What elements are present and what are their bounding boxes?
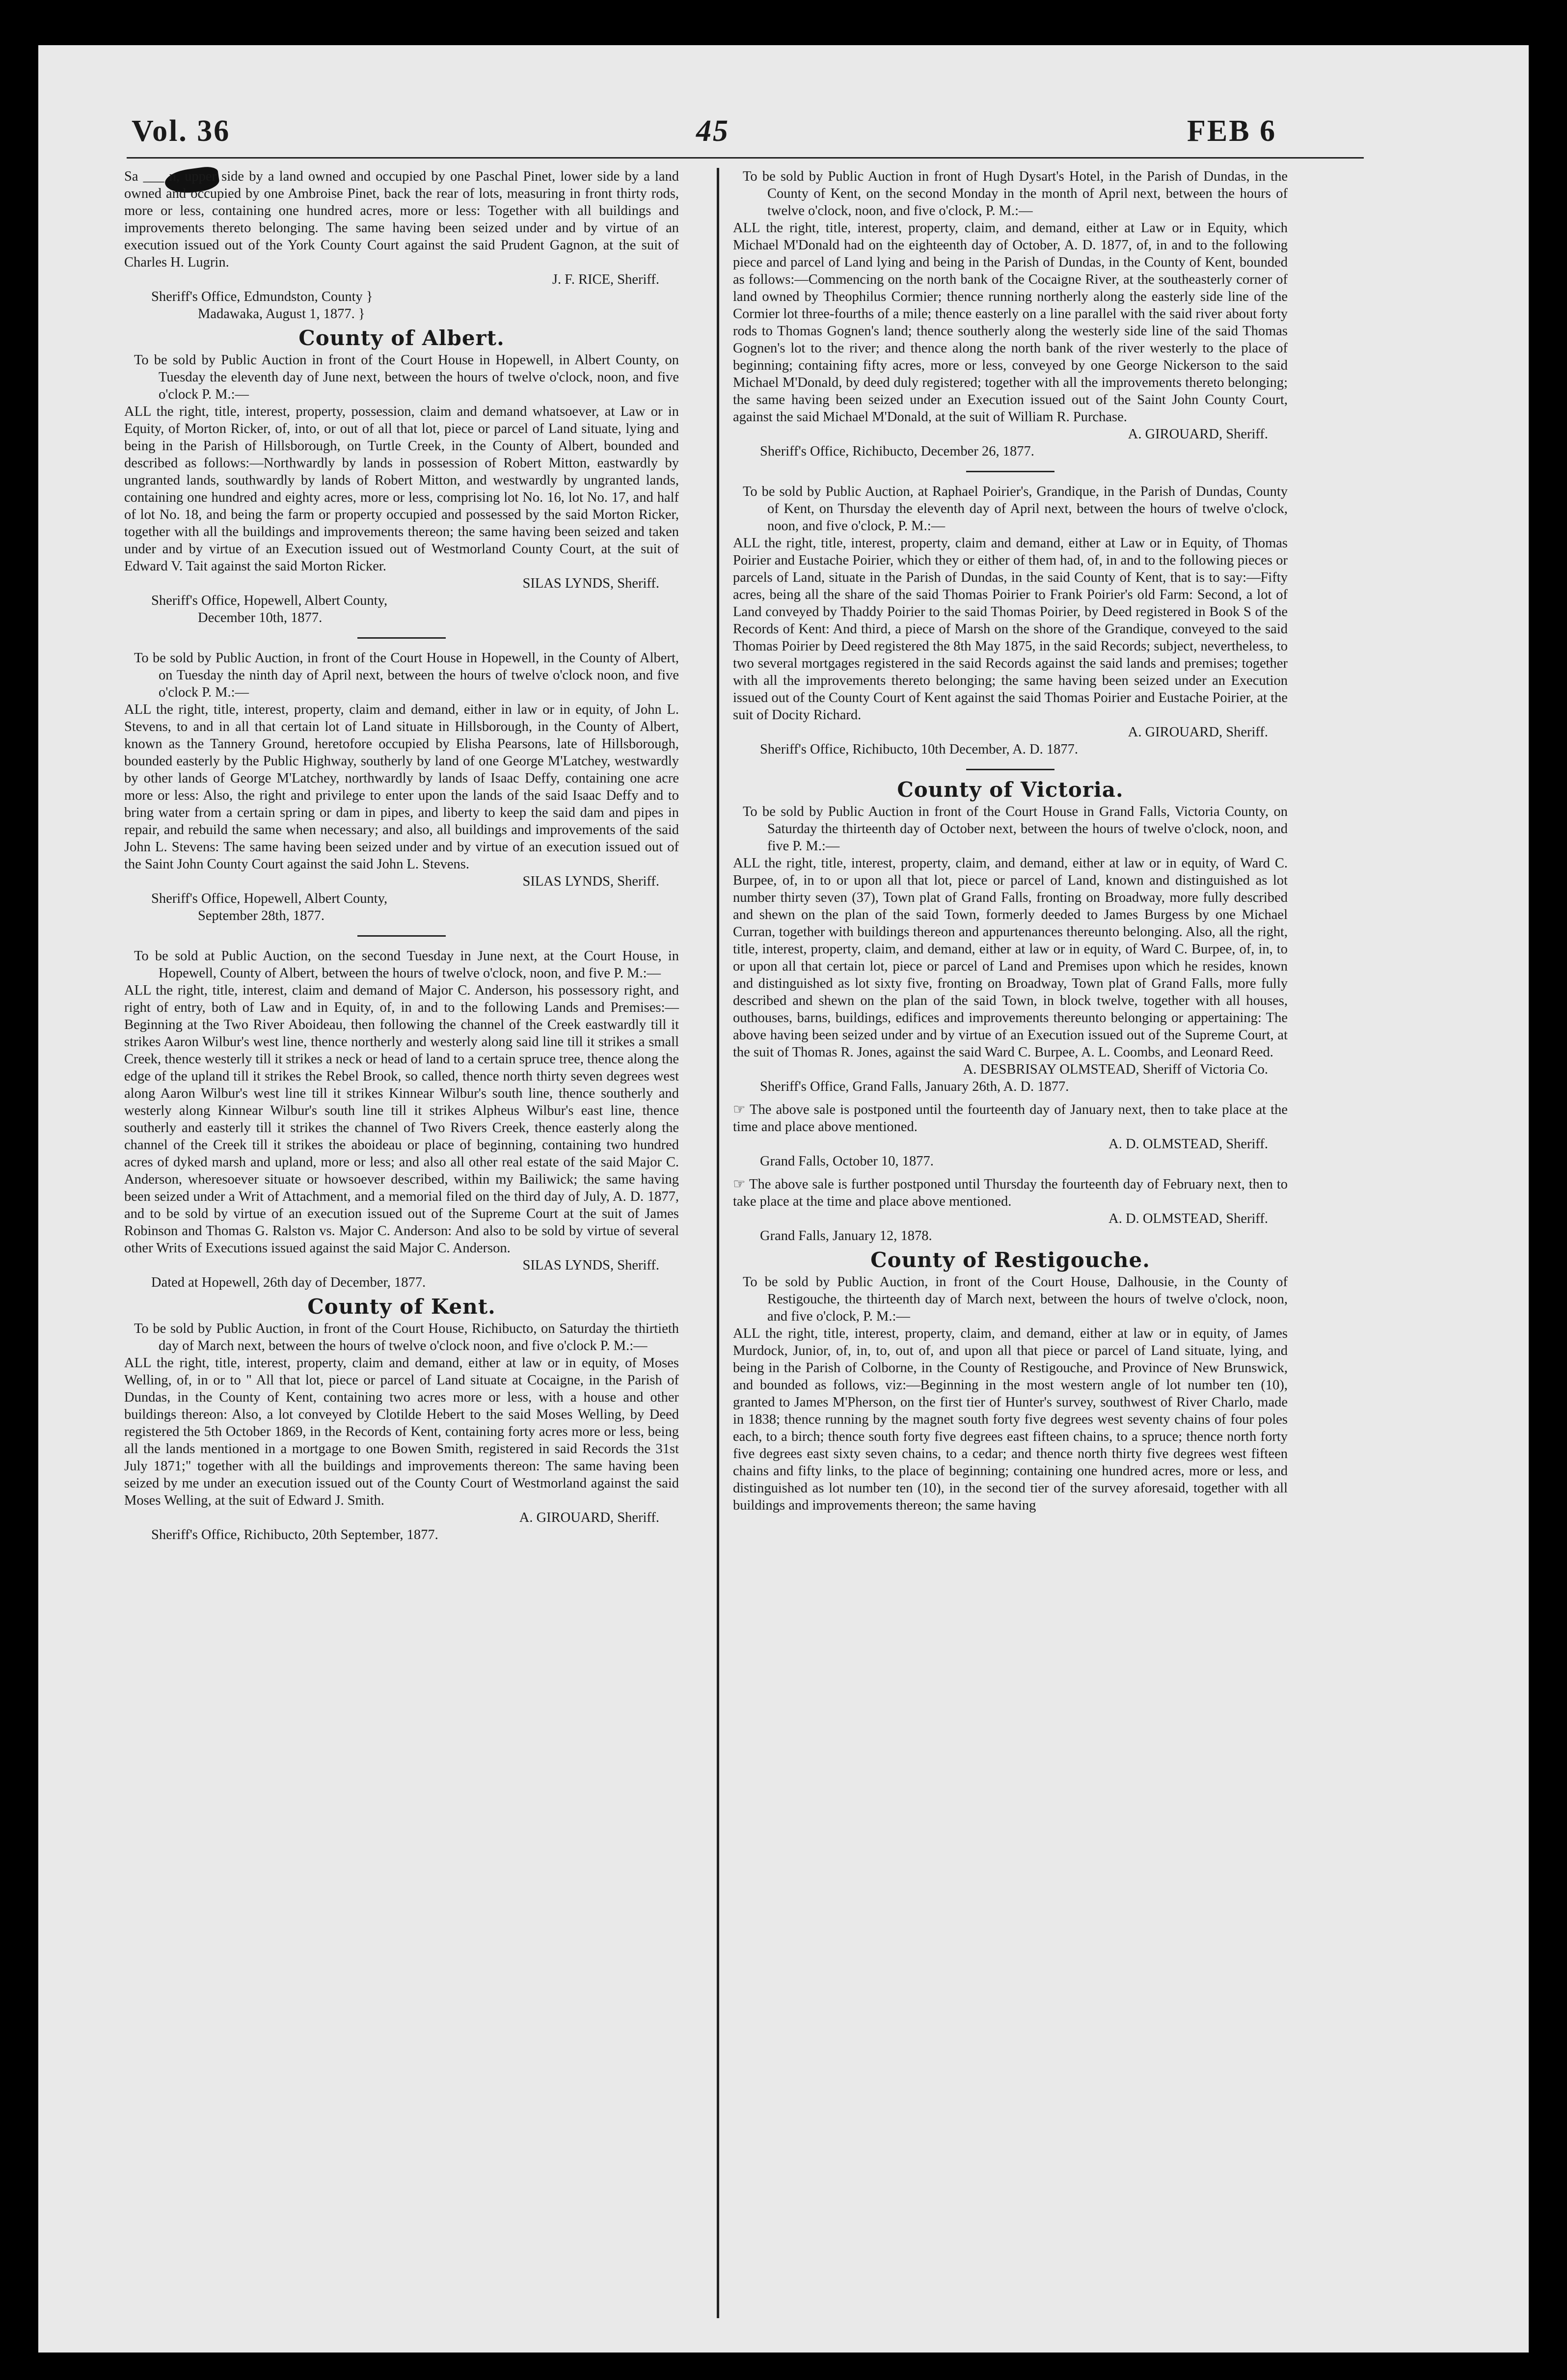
notice-body: ALL the right, title, interest, claim and demand of Major C. Anderson, his possessory right, and right of entry, both of Law and in Equity, of, in and to the following Lands and Premises:—Beginning at the Two River Aboideau, then following the channel of the Creek eastwardly till it strikes Aaron Wilbur's west line, thence northerly and westerly along said line till it strikes a small Creek, thence westerly till it strikes a neck or head of land to a certain spruce tree, thence along the edge of the upland till it strikes the Rebel Brook, so called, thence north thirty seven degrees west along Aaron Wilbur's west line till it strikes Kinnear Wilbur's south line, thence southerly and westerly along Kinnear Wilbur's south line till it strikes Alpheus Wilbur's east line, thence southerly and easterly till it strikes the channel of Two Rivers Creek, thence easterly along the channel of the Creek till it strikes the aboideau or place of beginning, containing two hundred acres of dyked marsh and upland, more or less; and also all other real estate of the said Major C. Anderson, wheresoever situate or howsoever described, within my Bailiwick; the same having been seized under a Writ of Attachment, and a memorial filed on the third day of July, A. D. 1877, and to be sold by virtue of an execution issued out of the Supreme Court at the suit of James Robinson and Thomas G. Ralston vs. Major C. Anderson: And also to be sold by virtue of several other Writs of Executions issued against the said Major C. Anderson. — [124, 983, 679, 1256]
sheriff-signature: SILAS LYNDS, Sheriff. — [522, 576, 659, 591]
issue-date: FEB 6 — [1187, 114, 1277, 148]
divider — [357, 637, 446, 639]
county-albert-heading: County of Albert. — [298, 326, 505, 350]
notice-lead: To be sold by Public Auction in front of the Court House in Grand Falls, Victoria County, on Saturday the thirteenth day of October next, between the hours of twelve o'clock, noon, and five P. M.:— — [743, 804, 1288, 854]
notice-body: ALL the right, title, interest, property, claim and demand, either at law or in equity, of Moses Welling, of, in or to " All that lot, piece or parcel of Land situate at Cocaigne, in the Parish of Dundas, in the County of Kent, containing two acres more or less, with a house and other buildings thereon: Also, a lot conveyed by Clotilde Hebert to the said Moses Welling, by Deed registered the 5th October 1869, in the Records of Kent, containing forty acres more or less, being all the lands mentioned in a mortgage to one Bowen Smith, registered in said Records the 31st July 1871;" together with all the buildings and improvements thereon: The same having been seized by me under an execution issued out of the County Court of Westmorland against the said Moses Welling, at the suit of Edward J. Smith. — [124, 1355, 679, 1508]
sheriff-signature: A. GIROUARD, Sheriff. — [1128, 725, 1268, 740]
notice-burpee — [733, 803, 1288, 1244]
dated-line: Dated at Hopewell, 26th day of December, 1877. — [151, 1275, 426, 1290]
notice-poirier — [733, 483, 1288, 758]
header-rule — [127, 157, 1364, 159]
office-date: Madawaka, August 1, 1877. } — [198, 306, 365, 322]
spacer — [733, 1095, 1288, 1101]
county-victoria-heading: County of Victoria. — [897, 778, 1124, 802]
notice-murdock — [733, 1273, 1288, 1514]
divider — [966, 769, 1054, 770]
postponement-notice: ☞ The above sale is further postponed until Thursday the fourteenth day of February next, then to take place at the time and place above mentioned. — [733, 1177, 1288, 1209]
office-line: Sheriff's Office, Richibucto, December 26, 1877. — [760, 444, 1034, 459]
notice-anderson — [124, 947, 679, 1291]
newspaper-page — [38, 45, 1529, 2353]
notice-body: ALL the right, title, interest, property, claim and demand, either at Law or in Equity, of Thomas Poirier and Eustache Poirier, which they or either of them had, of, in and to the following pieces or parcels of Land, situate in the Parish of Dundas, in the said County of Kent, that is to say:—Fifty acres, being all the share of the said Thomas Poirier to Frank Poirier's old Farm: Second, a lot of Land conveyed by Thaddy Poirier to the said Thomas Poirier, by Deed registered in Book S of the Records of Kent: And third, a piece of Marsh on the shore of the Grandique, conveyed to the said Thomas Poirier by Deed registered the 8th May 1875, in the said Records; subject, nevertheless, to two several mortgages registered in the said Records against the said lands and premises; together with all the improvements thereto belonging; the same having been seized under an Execution issued out of the County Court of Kent against the said Thomas Poirier and Eustache Poirier, at the suit of Docity Richard. — [733, 536, 1288, 723]
office-date: September 28th, 1877. — [198, 908, 325, 923]
page-number: 45 — [696, 114, 729, 148]
divider — [966, 471, 1054, 472]
office-line: Sheriff's Office, Hopewell, Albert County, — [151, 593, 388, 608]
notice-lead: To be sold by Public Auction in front of Hugh Dysart's Hotel, in the Parish of Dundas, in the County of Kent, on the second Monday in the month of April next, between the hours of twelve o'clock, noon, and five o'clock, P. M.:— — [743, 169, 1288, 218]
sheriff-signature: A. GIROUARD, Sheriff. — [519, 1510, 659, 1525]
notice-lead: To be sold by Public Auction, at Raphael Poirier's, Grandique, in the Parish of Dundas, County of Kent, on Thursday the eleventh day of April next, between the hours of twelve o'clock, noon, and five o'clock, P. M.:— — [743, 484, 1288, 534]
notice-body: ALL the right, title, interest, property, possession, claim and demand whatsoever, at Law or in Equity, of Morton Ricker, of, into, or out of all that lot, piece or parcel of Land situate, lying and being in the Parish of Hillsborough, on Turtle Creek, in the County of Albert, bounded and described as follows:—Northwardly by lands in possession of Robert Mitton, eastwardly by ungranted lands, southwardly by lands of Robert Mitton, and westwardly by ungranted lands, containing one hundred and eighty acres, more or less, comprising lot No. 16, lot No. 17, and half of lot No. 18, and being the farm or property occupied and possessed by the said Morton Ricker, together with all the buildings and improvements thereon; the same having been seized and taken under and by virtue of an Execution issued out of Westmorland County Court, at the suit of Edward V. Tait against the said Morton Ricker. — [124, 404, 679, 574]
left-column — [124, 168, 679, 1543]
notice-lead: To be sold at Public Auction, on the second Tuesday in June next, at the Court House, in Hopewell, County of Albert, between the hours of twelve o'clock, noon, and five P. M.:— — [134, 948, 679, 981]
notice-lead: To be sold by Public Auction, in front of the Court House in Hopewell, in the County of Albert, on Tuesday the ninth day of April next, between the hours of twelve o'clock noon, and five o'clock P. M.:— — [134, 650, 679, 700]
notice-body: ALL the right, title, interest, property, claim, and demand, either at Law or in Equity, which Michael M'Donald had on the eighteenth day of October, A. D. 1877, of, in and to the following piece and parcel of Land lying and being in the Parish of Dundas, in the County of Kent, bounded as follows:—Commencing on the north bank of the Cocaigne River, at the southeasterly corner of land owned by Theophilus Cormier; thence running northerly along the easterly side line of the Cormier lot three-fourths of a mile; thence easterly on a line parallel with the said river about forty rods to Thomas Gognen's land; thence southerly along the westerly side line of the said Thomas Gognen's lot to the river; and thence along the north bank of the river westerly to the place of beginning; containing fifty acres, more or less, conveyed by one George Nickerson to the said Michael M'Donald, by deed duly registered; together with all the improvements thereto belonging; the same having been seized under an Execution issued out of the Saint John County Court, against the said Michael M'Donald, at the suit of William R. Purchase. — [733, 220, 1288, 425]
sheriff-signature: A. D. OLMSTEAD, Sheriff. — [1108, 1211, 1268, 1226]
notice-body: ALL the right, title, interest, property, claim, and demand, either at law or in equity, of James Murdock, Junior, of, in, to, out of, and upon all that piece or parcel of Land situate, lying, and being in the Parish of Colborne, in the County of Restigouche, and Province of New Brunswick, and bounded as follows, viz:—Beginning in the most western angle of lot number ten (10), granted to James M'Pherson, on the first tier of Hunter's survey, southwest of River Charlo, made in 1838; thence running by the magnet south forty five degrees west seventy chains of four poles each, to a birch; thence south forty five degrees east fifteen chains, to a spruce; thence north forty five degrees east sixty seven chains, to a cedar; and thence north thirty five degrees west fifteen chains and fifty links, to the place of beginning; containing one hundred acres, more or less, and distinguished as lot number ten (10), in the second tier of the survey aforesaid, together with all buildings and improvements thereon; the same having — [733, 1326, 1288, 1513]
county-kent-heading: County of Kent. — [307, 1295, 496, 1319]
office-line: Sheriff's Office, Edmundston, County } — [151, 289, 373, 304]
notice-ricker — [124, 352, 679, 626]
notice-body: ALL the right, title, interest, property, claim and demand, either in law or in equity, of John L. Stevens, to and in all that certain lot of Land situate in Hillsborough, in the County of Albert, known as the Tannery Ground, heretofore occupied by Elisha Pearsons, late of Hillsborough, bounded easterly by the Public Highway, southerly by land of one George M'Latchey, westwardly by other lands of George M'Latchey, northwardly by lands of Isaac Deffy, containing one acre more or less: Also, the right and privilege to enter upon the lands of the said Isaac Deffy and to bring water from a certain spring or dam in pipes, and liberty to keep the said dam and pipes in repair, and rebuild the same when necessary; and also, all buildings and improvements of the said John L. Stevens: The same having been seized under and by virtue of an execution issued out of the Saint John County Court against the said John L. Stevens. — [124, 702, 679, 872]
office-line: Sheriff's Office, Grand Falls, January 26th, A. D. 1877. — [760, 1079, 1069, 1094]
notice-stevens — [124, 649, 679, 924]
sheriff-signature: A. GIROUARD, Sheriff. — [1128, 427, 1268, 442]
volume-label: Vol. 36 — [132, 114, 231, 148]
sheriff-signature: J. F. RICE, Sheriff. — [552, 272, 659, 287]
postponement-notice: ☞ The above sale is postponed until the fourteenth day of January next, then to take place at the time and place above mentioned. — [733, 1102, 1288, 1135]
office-date: December 10th, 1877. — [198, 610, 323, 625]
sheriff-signature: A. DESBRISAY OLMSTEAD, Sheriff of Victoria Co. — [963, 1062, 1268, 1077]
notice-lead: To be sold by Public Auction in front of the Court House in Hopewell, in Albert County, on Tuesday the eleventh day of June next, between the hours of twelve o'clock, noon, and five o'clock P. M.:— — [134, 352, 679, 402]
column-rule — [717, 168, 719, 2318]
notice-body: Sa ___ n, upper side by a land owned and occupied by one Paschal Pinet, lower side by a land owned and occupied by one Ambroise Pinet, back the rear of lots, measuring in front thirty rods, more or less, containing one hundred acres, more or less: Together with all buildings and improvements thereto belonging. The same having been seized under and by virtue of an execution issued out of the York County Court against the said Prudent Gagnon, at the suit of Charles H. Lugrin. — [124, 169, 679, 270]
county-restigouche-heading: County of Restigouche. — [870, 1248, 1150, 1272]
divider — [357, 935, 446, 937]
spacer — [733, 1170, 1288, 1176]
office-line: Sheriff's Office, Richibucto, 20th September, 1877. — [151, 1527, 438, 1542]
sheriff-signature: A. D. OLMSTEAD, Sheriff. — [1108, 1136, 1268, 1152]
sheriff-signature: SILAS LYNDS, Sheriff. — [522, 874, 659, 889]
office-line: Grand Falls, January 12, 1878. — [760, 1228, 932, 1244]
office-line: Sheriff's Office, Hopewell, Albert County, — [151, 891, 388, 906]
office-line: Grand Falls, October 10, 1877. — [760, 1154, 934, 1169]
office-line: Sheriff's Office, Richibucto, 10th December, A. D. 1877. — [760, 742, 1079, 757]
right-column — [733, 168, 1288, 1514]
notice-mcdonald — [733, 168, 1288, 460]
notice-gagnon — [124, 168, 679, 323]
notice-lead: To be sold by Public Auction, in front of the Court House, Dalhousie, in the County of Restigouche, the thirteenth day of March next, between the hours of twelve o'clock, noon, and five o'clock, P. M.:— — [743, 1274, 1288, 1324]
sheriff-signature: SILAS LYNDS, Sheriff. — [522, 1258, 659, 1273]
notice-body: ALL the right, title, interest, property, claim, and demand, either at law or in equity, of Ward C. Burpee, of, in to or upon all that lot, piece or parcel of Land, known and distinguished as lot number thirty seven (37), Town plat of Grand Falls, fronting on Broadway, more fully described and shewn on the plan of the said Town, formerly deeded to James Burgess by one Michael Curran, together with buildings thereon and appurtenances thereunto belonging. Also, all the right, title, interest, property, claim, and demand, either at law or in equity, of Ward C. Burpee, of, in, to or upon all that certain lot, piece or parcel of Land and Premises upon which he resides, known and distinguished as lot sixty five, fronting on Broadway, Town plat of Grand Falls, more fully described and shewn on the plan of the said Town, in block twelve, together with all houses, outhouses, barns, buildings, edifices and improvements thereunto belonging or appertaining: The above having been seized under and by virtue of an Execution issued out of the Supreme Court, at the suit of Thomas R. Jones, against the said Ward C. Burpee, A. L. Coombs, and Leonard Reed. — [733, 856, 1288, 1060]
notice-welling — [124, 1320, 679, 1543]
notice-lead: To be sold by Public Auction, in front of the Court House, Richibucto, on Saturday the thirtieth day of March next, between the hours of twelve o'clock noon, and five o'clock P. M.:— — [134, 1321, 679, 1353]
